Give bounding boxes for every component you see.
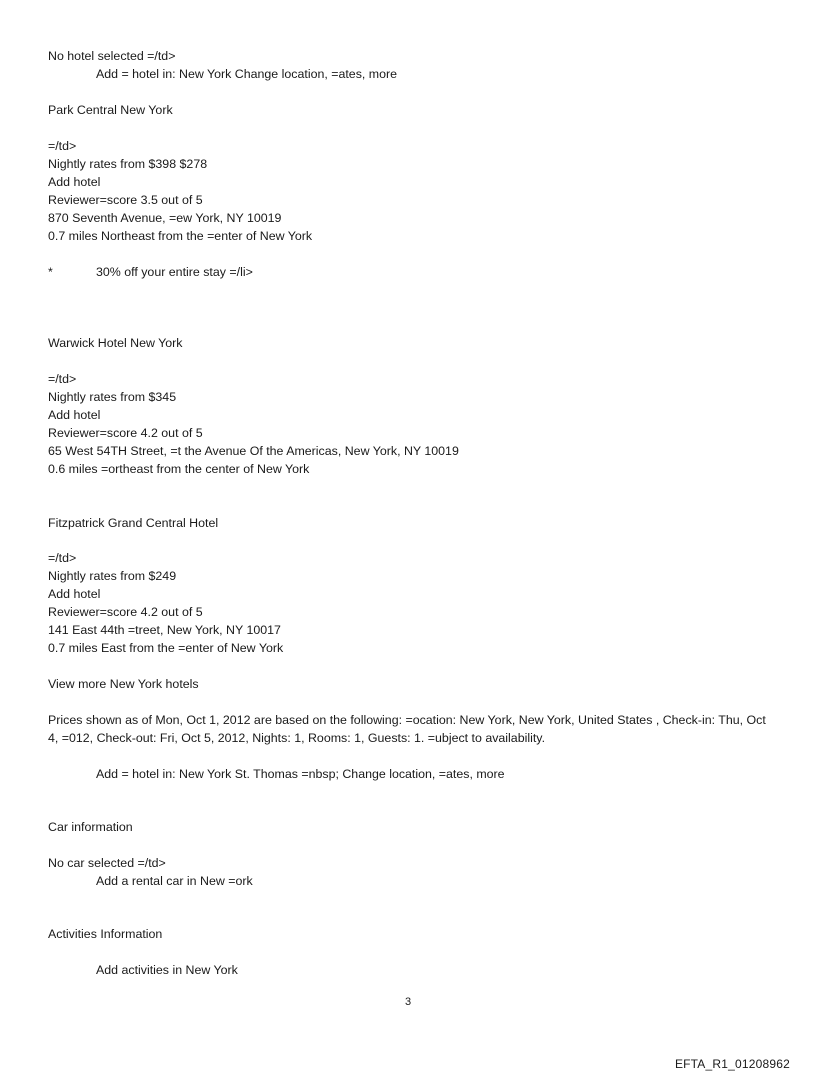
add-hotel-button[interactable]: Add hotel — [48, 175, 101, 189]
activities-heading: Activities Information — [48, 927, 163, 941]
add-hotel-button[interactable]: Add hotel — [48, 408, 101, 422]
nightly-rates: Nightly rates from $345 — [48, 390, 177, 404]
add-rental-car-link[interactable]: Add a rental car in New =ork — [96, 874, 253, 888]
add-activities-link[interactable]: Add activities in New York — [96, 963, 238, 977]
promo-text: 30% off your entire stay =/li> — [96, 265, 253, 279]
hotel-name[interactable]: Fitzpatrick Grand Central Hotel — [48, 516, 219, 530]
hotel-name[interactable]: Warwick Hotel New York — [48, 336, 183, 350]
hotel-address: 141 East 44th =treet, New York, NY 10017 — [48, 623, 281, 637]
add-hotel-link-top[interactable]: Add = hotel in: New York Change location, =ates, more — [96, 67, 398, 81]
no-car-text: No car selected =/td> — [48, 856, 166, 870]
hotel-address: 65 West 54TH Street, =t the Avenue Of the Americas, New York, NY 10019 — [48, 444, 459, 458]
car-heading: Car information — [48, 820, 133, 834]
nightly-rates: Nightly rates from $249 — [48, 569, 177, 583]
add-hotel-button[interactable]: Add hotel — [48, 587, 101, 601]
hotel-distance: 0.6 miles =ortheast from the center of New York — [48, 462, 310, 476]
page-number: 3 — [404, 996, 412, 1008]
reviewer-score: Reviewer=score 4.2 out of 5 — [48, 605, 203, 619]
reviewer-score: Reviewer=score 3.5 out of 5 — [48, 193, 203, 207]
document-id: EFTA_R1_01208962 — [674, 1057, 790, 1071]
view-more-hotels-link[interactable]: View more New York hotels — [48, 677, 199, 691]
bullet-icon: * — [48, 265, 53, 279]
td-fragment: =/td> — [48, 551, 77, 565]
hotel-name[interactable]: Park Central New York — [48, 103, 173, 117]
no-hotel-text: No hotel selected =/td> — [48, 49, 176, 63]
hotel-distance: 0.7 miles East from the =enter of New York — [48, 641, 284, 655]
nightly-rates: Nightly rates from $398 $278 — [48, 157, 208, 171]
td-fragment: =/td> — [48, 372, 77, 386]
reviewer-score: Reviewer=score 4.2 out of 5 — [48, 426, 203, 440]
hotel-distance: 0.7 miles Northeast from the =enter of New York — [48, 229, 313, 243]
add-hotel-link-bottom[interactable]: Add = hotel in: New York St. Thomas =nbsp; Change location, =ates, more — [96, 767, 505, 781]
prices-note: Prices shown as of Mon, Oct 1, 2012 are based on the following: =ocation: New York, New York, United States , Check-in: Thu, Oct 4, =012, Check-out: Fri, Oct 5, 2012, Nights: 1, Rooms: 1, Guests: 1. =ubject to availability. — [48, 713, 766, 745]
td-fragment: =/td> — [48, 139, 77, 153]
hotel-address: 870 Seventh Avenue, =ew York, NY 10019 — [48, 211, 282, 225]
